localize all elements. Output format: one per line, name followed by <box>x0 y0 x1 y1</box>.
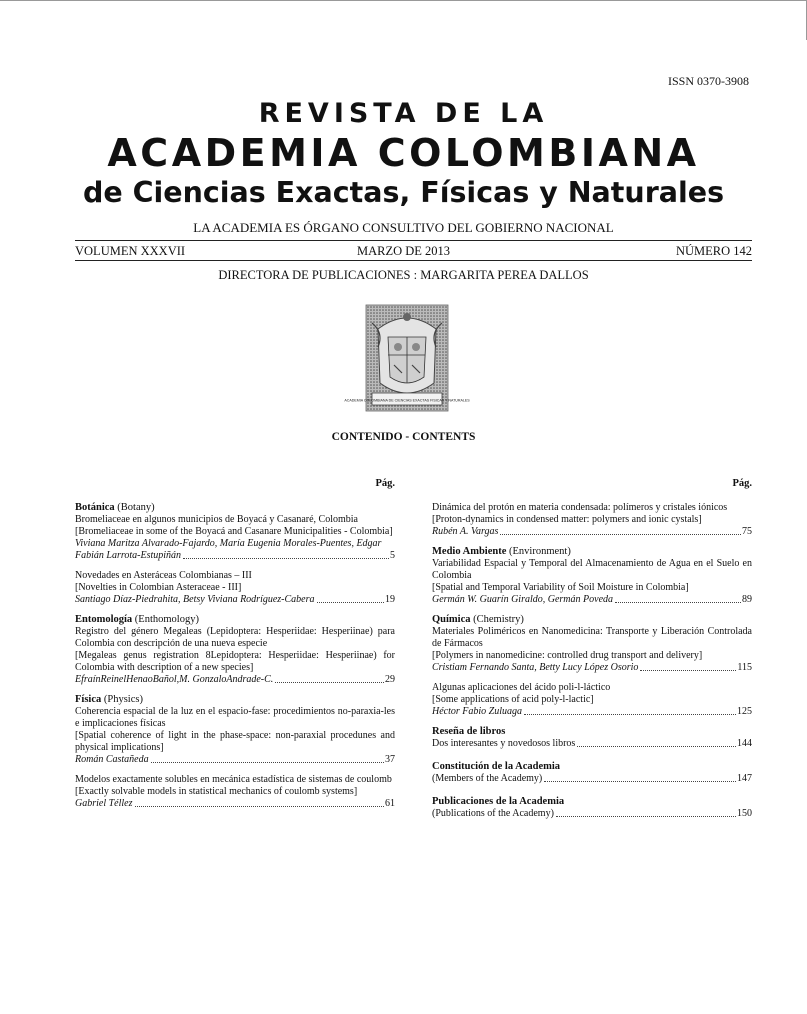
article-authors: Román Castañeda <box>75 754 149 765</box>
page-column-label: Pág. <box>732 478 752 489</box>
section-constitucion <box>432 761 752 785</box>
article-title-en: [Polymers in nanomedicine: controlled drug transport and delivery] <box>432 650 703 661</box>
leader-dots <box>556 816 736 817</box>
toc-entry[interactable] <box>432 558 752 606</box>
article-title-en: [Spatial and Temporal Variability of Soil Moisture in Colombia] <box>432 582 689 593</box>
leader-dots <box>151 762 384 763</box>
article-authors: Cristiam Fernando Santa, Betty Lucy López Osorio <box>432 662 639 673</box>
leader-dots <box>524 714 736 715</box>
section-medio-ambiente <box>432 546 752 606</box>
entry-text: (Members of the Academy) <box>432 773 543 784</box>
section-entomologia <box>75 614 395 686</box>
article-authors: Gabriel Téllez <box>75 798 133 809</box>
leader-dots <box>317 602 384 603</box>
leader-dots <box>135 806 385 807</box>
issue-number: NÚMERO 142 <box>675 244 752 258</box>
page-column-label: Pág. <box>375 478 395 489</box>
article-title: Modelos exactamente solubles en mecánica estadística de sistemas de coulomb <box>75 774 392 785</box>
article-title: Variabilidad Espacial y Temporal del Almacenamiento de Agua en el Suelo en Colombia <box>432 558 752 581</box>
page-number: 37 <box>385 754 395 765</box>
publications-director: DIRECTORA DE PUBLICACIONES : MARGARITA PEREA DALLOS <box>218 268 589 282</box>
contents-left-column <box>75 478 395 818</box>
contents-right-column <box>432 478 752 827</box>
section-fisica <box>75 694 395 810</box>
article-title-en: [Novelties in Colombian Asteraceae - III] <box>75 582 242 593</box>
header-rule-bottom <box>75 260 752 261</box>
page-number: 5 <box>390 550 395 561</box>
page-number: 89 <box>742 594 752 605</box>
journal-subtitle: LA ACADEMIA ES ÓRGANO CONSULTIVO DEL GOBIERNO NACIONAL <box>193 220 614 235</box>
article-authors-cont: Fabián Larrota-Estupiñán <box>75 550 182 561</box>
article-title-en: [Proton-dynamics in condensed matter: polymers and ionic cystals] <box>432 514 702 525</box>
leader-dots <box>183 558 389 559</box>
toc-entry[interactable] <box>75 774 395 810</box>
entry-text: Dos interesantes y novedosos libros <box>432 738 576 749</box>
page-number: 150 <box>737 808 752 819</box>
top-border <box>0 0 807 1</box>
toc-entry[interactable] <box>432 738 752 750</box>
article-title-en: [Megaleas genus registration 8Lepidoptera: Hesperiidae: Hesperiinae) for Colombia with description of a new species] <box>75 650 395 673</box>
section-fisica-continued <box>432 502 752 538</box>
section-name: Entomología <box>75 614 133 625</box>
toc-entry[interactable] <box>432 626 752 674</box>
article-authors: Santiago Díaz-Piedrahita, Betsy Viviana Rodríguez-Cabera <box>75 594 315 605</box>
article-authors: Viviana Maritza Alvarado-Fajardo, María Eugenia Morales-Puentes, Edgar <box>75 538 382 549</box>
toc-entry[interactable] <box>75 570 395 606</box>
section-resena <box>432 726 752 750</box>
section-name: Reseña de libros <box>432 726 506 737</box>
article-authors: EfraínReinelHenaoBañol,M. GonzaloAndrade-C. <box>75 674 274 685</box>
article-authors: Germán W. Guarín Giraldo, Germán Poveda <box>432 594 614 605</box>
page-number: 115 <box>737 662 752 673</box>
article-authors: Rubén A. Vargas <box>432 526 499 537</box>
section-name: Botánica <box>75 502 115 513</box>
leader-dots <box>275 682 384 683</box>
article-title: Registro del género Megaleas (Lepidoptera: Hesperiidae: Hesperiinae) para Colombia con descripción de una nueva especie <box>75 626 395 649</box>
entry-text: (Publications of the Academy) <box>432 808 554 819</box>
section-botanica <box>75 502 395 606</box>
article-title-en: [Some applications of acid poly-l-lactic] <box>432 694 594 705</box>
article-title: Bromeliaceae en algunos municipios de Boyacá y Casanaré, Colombia <box>75 514 358 525</box>
leader-dots <box>615 602 741 603</box>
article-title-en: [Bromeliaceae in some of the Boyacá and Casanare Municipalities - Colombia] <box>75 526 393 537</box>
journal-title-line-3: de Ciencias Exactas, Físicas y Naturales <box>82 176 725 209</box>
section-name-en: (Physics) <box>103 694 143 705</box>
article-title: Novedades en Asteráceas Colombianas – III <box>75 570 252 581</box>
seal-motto: ACADEMIA COLOMBIANA DE CIENCIAS EXACTAS FISICAS Y NATURALES <box>344 398 470 403</box>
page-number: 75 <box>742 526 752 537</box>
section-quimica <box>432 614 752 718</box>
section-name-en: (Chemistry) <box>473 614 524 625</box>
journal-title-line-2: ACADEMIA COLOMBIANA <box>107 131 700 175</box>
section-name: Química <box>432 614 471 625</box>
page-number: 61 <box>385 798 395 809</box>
toc-entry[interactable] <box>75 626 395 686</box>
article-title-en: [Spatial coherence of light in the phase-space: non-paraxial procedunes and physical implications] <box>75 730 395 753</box>
leader-dots <box>500 534 741 535</box>
contents-heading: CONTENIDO - CONTENTS <box>331 431 476 443</box>
article-title-en: [Exactly solvable models in statistical mechanics of coulomb systems] <box>75 786 358 797</box>
article-title: Coherencia espacial de la luz en el espacio-fase: procedimientos no-paraxia-les e implicaciones físicas <box>75 706 395 729</box>
section-name: Constitución de la Academia <box>432 761 561 772</box>
toc-entry[interactable] <box>432 808 752 820</box>
article-title: Materiales Poliméricos en Nanomedicina: Transporte y Liberación Controlada de Fármacos <box>432 626 752 649</box>
article-authors: Héctor Fabio Zuluaga <box>432 706 522 717</box>
section-name: Física <box>75 694 102 705</box>
journal-title-line-1: REVISTA DE LA <box>258 98 549 129</box>
issue-date: MARZO DE 2013 <box>356 244 451 258</box>
toc-entry[interactable] <box>432 773 752 785</box>
article-title: Dinámica del protón en materia condensada: polímeros y cristales iónicos <box>432 502 728 513</box>
page-number: 125 <box>737 706 752 717</box>
toc-entry[interactable] <box>432 682 752 718</box>
section-name-en: (Enthomology) <box>134 614 199 625</box>
header-rule-top <box>75 240 752 241</box>
leader-dots <box>577 746 736 747</box>
toc-entry[interactable] <box>75 514 395 562</box>
section-publicaciones <box>432 796 752 820</box>
section-name: Publicaciones de la Academia <box>432 796 565 807</box>
page-number: 144 <box>737 738 752 749</box>
leader-dots <box>640 670 736 671</box>
leader-dots <box>544 781 736 782</box>
page-number: 147 <box>737 773 752 784</box>
page-number: 19 <box>385 594 395 605</box>
section-name-en: (Environment) <box>509 546 571 557</box>
toc-entry[interactable] <box>432 502 752 538</box>
section-name: Medio Ambiente <box>432 546 507 557</box>
page-number: 29 <box>385 674 395 685</box>
toc-entry[interactable] <box>75 706 395 766</box>
issn: ISSN 0370-3908 <box>667 74 749 88</box>
article-title: Algunas aplicaciones del ácido poli-l-láctico <box>432 682 611 693</box>
coat-of-arms-icon <box>344 303 470 415</box>
volume: VOLUMEN XXXVII <box>75 244 186 258</box>
section-name-en: (Botany) <box>117 502 155 513</box>
